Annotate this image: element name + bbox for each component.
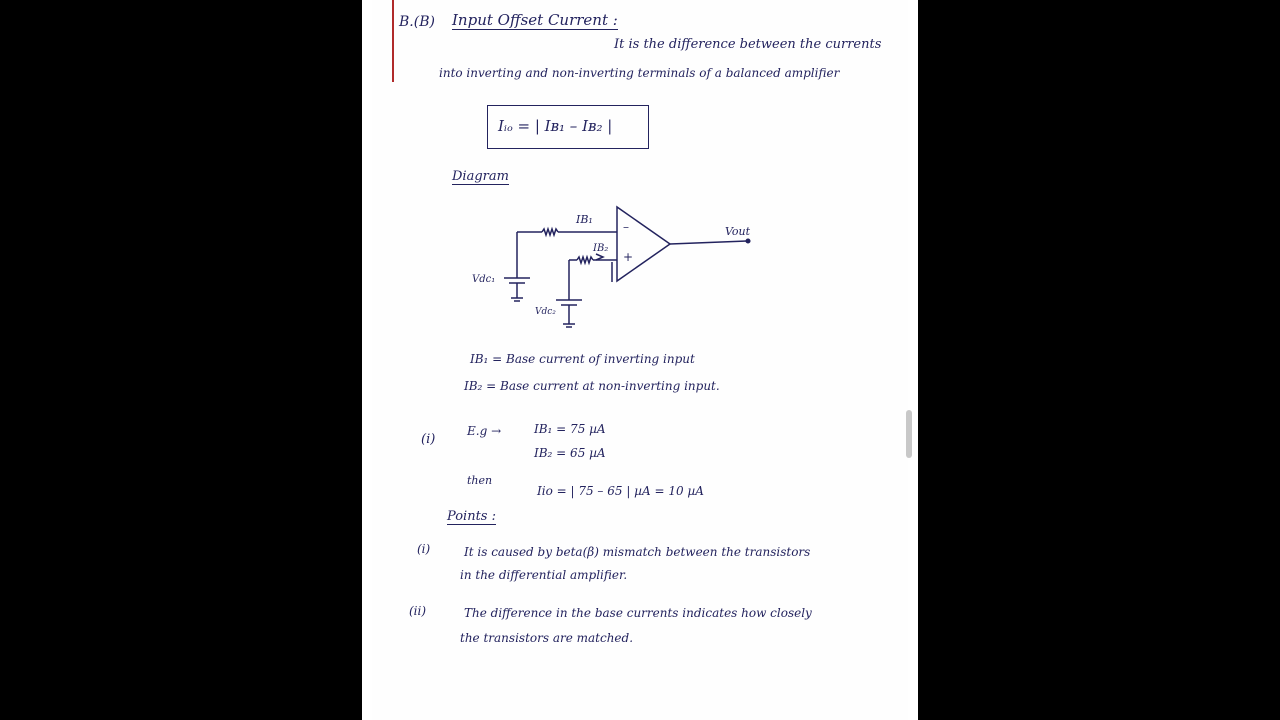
point-1-line-2: in the differential amplifier. bbox=[460, 568, 628, 582]
output-node bbox=[746, 239, 750, 243]
example-label: E.g → bbox=[467, 424, 502, 438]
label-vdc2: Vdc₂ bbox=[535, 307, 556, 317]
definition-ib1: IB₁ = Base current of inverting input bbox=[470, 352, 695, 366]
formula-text: Iᵢₒ = | Iʙ₁ – Iʙ₂ | bbox=[498, 117, 613, 135]
point-2-line-1: The difference in the base currents indicates how closely bbox=[464, 606, 812, 620]
definition-ib2: IB₂ = Base current at non-inverting input. bbox=[464, 379, 720, 393]
example-result: Iio = | 75 – 65 | µA = 10 µA bbox=[537, 484, 704, 498]
vertical-scrollbar[interactable] bbox=[905, 0, 913, 720]
formula-box bbox=[487, 105, 649, 149]
section-heading: Input Offset Current : bbox=[452, 11, 618, 29]
label-ib2: IB₂ bbox=[593, 243, 609, 254]
scrollbar-thumb[interactable] bbox=[906, 410, 912, 458]
resistor-2 bbox=[577, 257, 593, 263]
op-amp-circuit-diagram bbox=[472, 200, 772, 340]
point-2-line-2: the transistors are matched. bbox=[460, 631, 634, 645]
section-label: B.(B) bbox=[399, 14, 435, 30]
margin-line bbox=[392, 0, 394, 82]
then-label: then bbox=[467, 474, 493, 487]
minus-sign: – bbox=[623, 220, 629, 234]
example-ib1: IB₁ = 75 µA bbox=[534, 422, 606, 436]
point-1-line-1: It is caused by beta(β) mismatch between the transistors bbox=[464, 545, 811, 559]
point-1-marker: (i) bbox=[417, 542, 431, 556]
example-marker: (i) bbox=[421, 432, 436, 447]
definition-line-1: It is the difference between the currents bbox=[614, 37, 882, 52]
document-viewer bbox=[362, 0, 918, 720]
op-amp-triangle bbox=[617, 207, 670, 281]
resistor-1 bbox=[542, 229, 558, 235]
label-vdc1: Vdc₁ bbox=[472, 274, 496, 285]
label-ib1: IB₁ bbox=[576, 213, 593, 226]
point-2-marker: (ii) bbox=[409, 604, 427, 618]
example-ib2: IB₂ = 65 µA bbox=[534, 446, 606, 460]
current-arrow bbox=[596, 254, 603, 260]
notebook-page bbox=[372, 0, 908, 720]
diagram-heading: Diagram bbox=[452, 169, 509, 184]
points-heading: Points : bbox=[447, 509, 496, 524]
plus-sign: + bbox=[623, 250, 634, 264]
label-vout: Vout bbox=[725, 225, 751, 238]
output-wire bbox=[670, 241, 747, 244]
definition-line-2: into inverting and non-inverting terminals of a balanced amplifier bbox=[439, 66, 840, 80]
